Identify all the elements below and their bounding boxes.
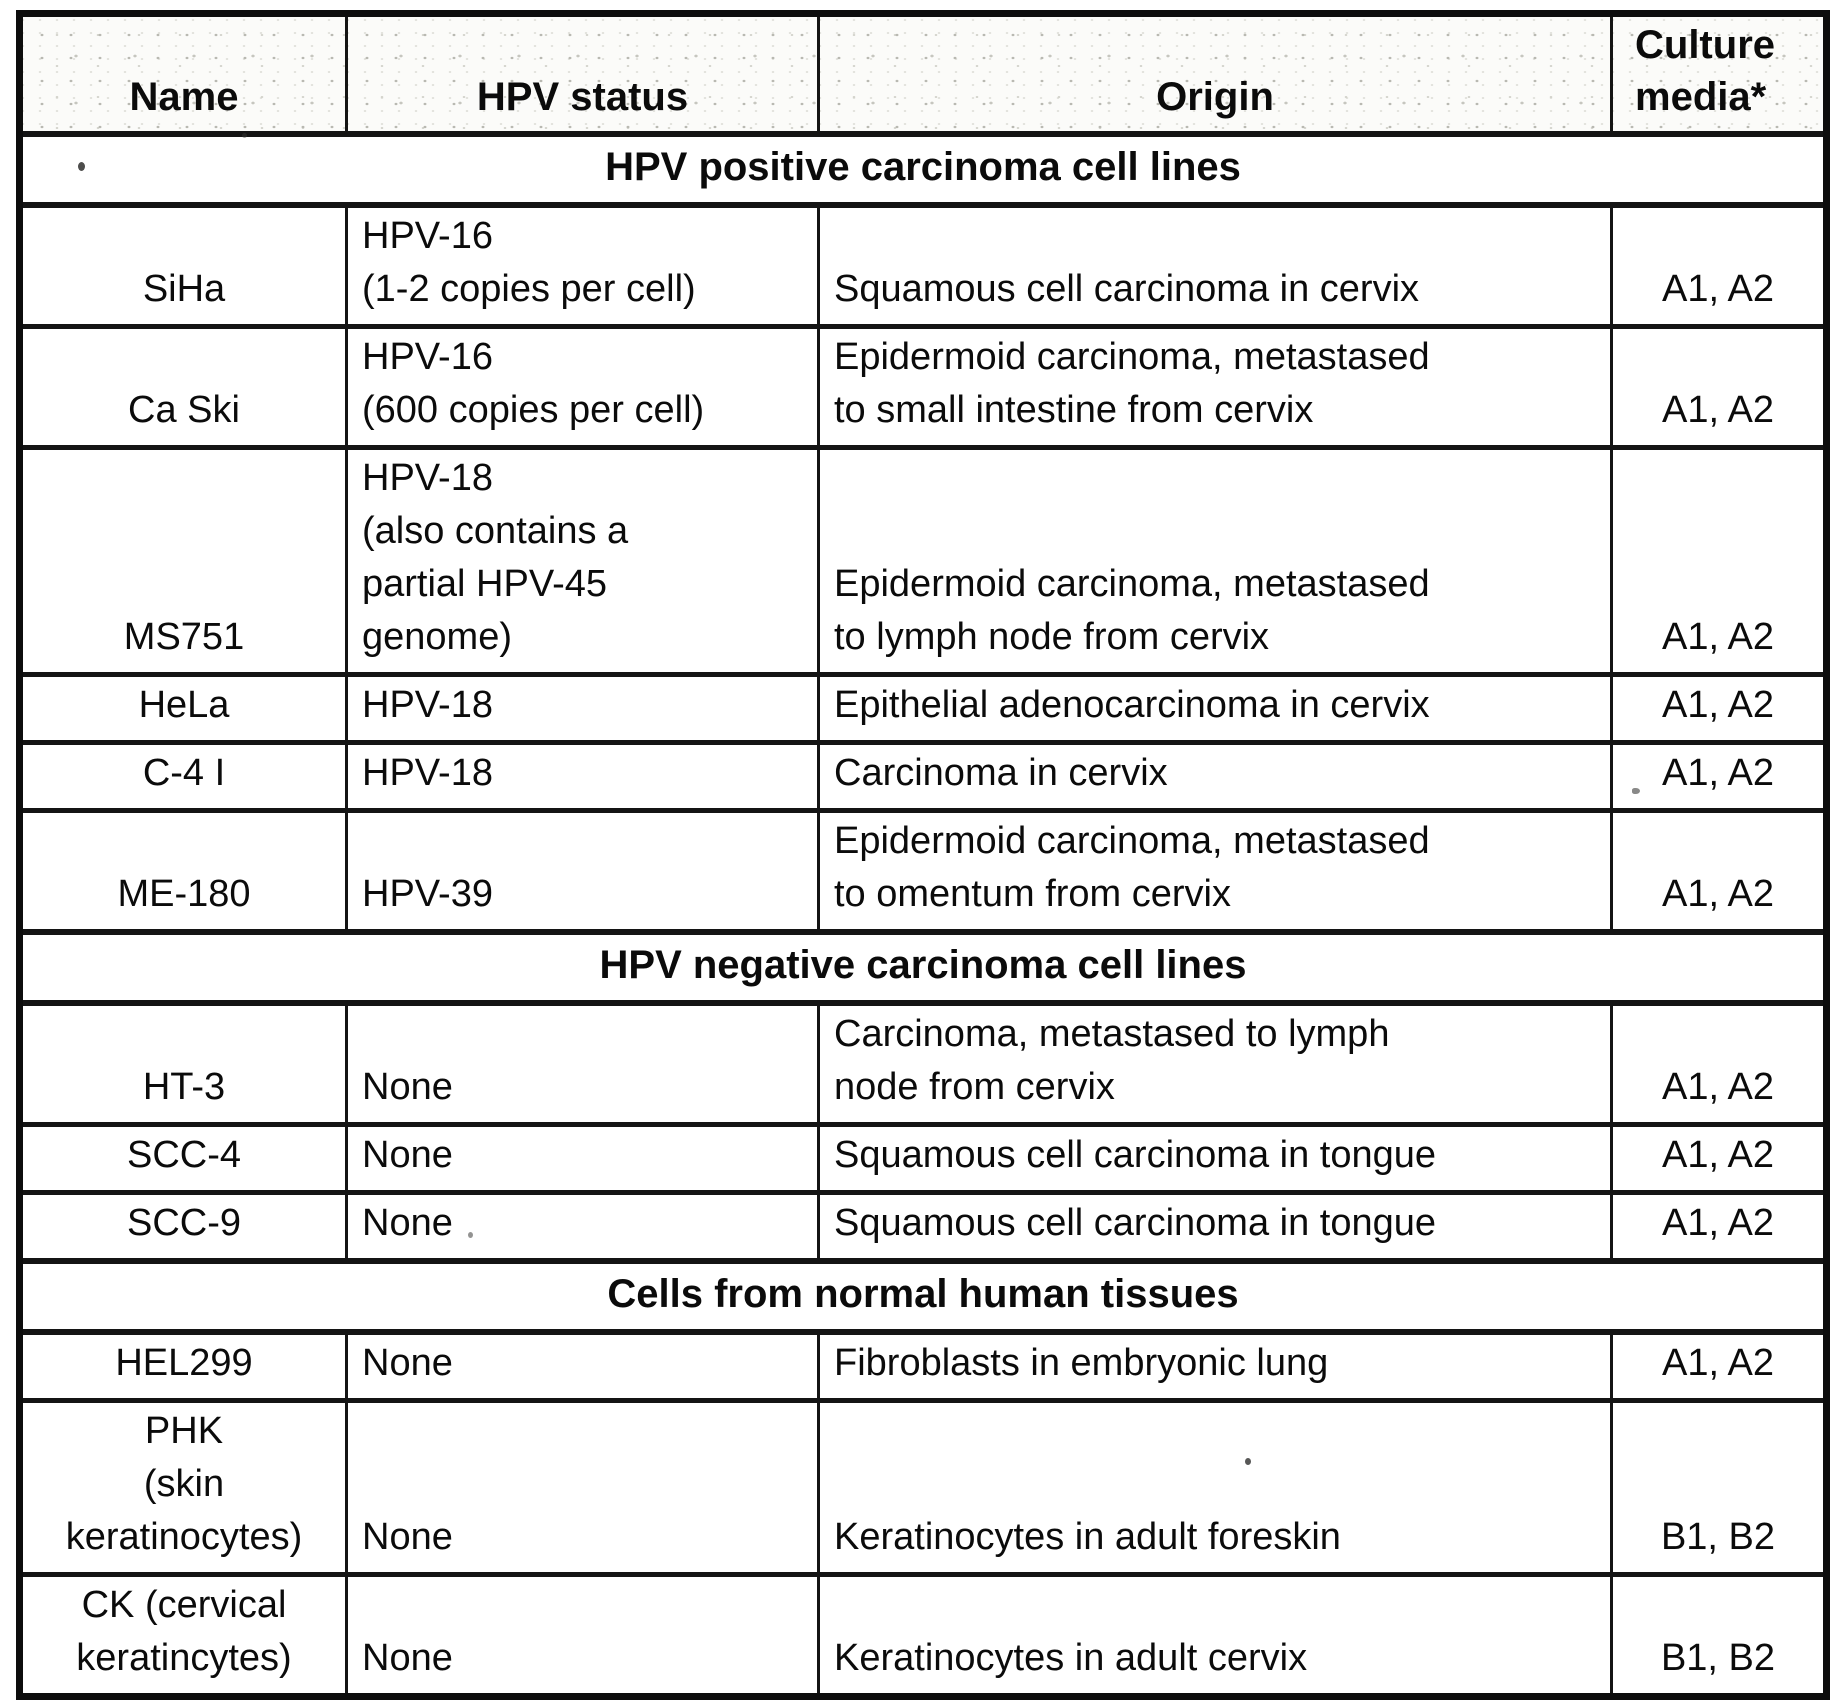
cell-origin: Carcinoma in cervix — [819, 743, 1612, 811]
cell-culture-media: A1, A2 — [1612, 1332, 1827, 1401]
cell-name: ME-180 — [20, 811, 347, 933]
scan-speck — [1245, 1458, 1251, 1465]
table-row — [20, 1332, 1827, 1401]
section-title: Cells from normal human tissues — [20, 1261, 1827, 1332]
cell-culture-media: A1, A2 — [1612, 811, 1827, 933]
cell-hpv-status: HPV-16 (600 copies per cell) — [347, 327, 819, 448]
cell-hpv-status: None — [347, 1401, 819, 1575]
table-row — [20, 327, 1827, 448]
cell-name: SCC-9 — [20, 1193, 347, 1262]
table-row — [20, 1003, 1827, 1125]
cell-name: HT-3 — [20, 1003, 347, 1125]
cell-culture-media: A1, A2 — [1612, 448, 1827, 675]
cell-culture-media: A1, A2 — [1612, 1193, 1827, 1262]
cell-origin: Epidermoid carcinoma, metastased to omentum from cervix — [819, 811, 1612, 933]
column-header-name: Name — [20, 14, 347, 135]
column-header-hpv-status: HPV status — [347, 14, 819, 135]
cell-hpv-status: HPV-16 (1-2 copies per cell) — [347, 205, 819, 327]
scan-speck — [78, 162, 85, 171]
cell-hpv-status: None — [347, 1332, 819, 1401]
scan-speck — [1632, 788, 1640, 794]
cell-lines-table — [16, 10, 1830, 1700]
cell-name: PHK (skin keratinocytes) — [20, 1401, 347, 1575]
table-row — [20, 811, 1827, 933]
cell-origin: Squamous cell carcinoma in cervix — [819, 205, 1612, 327]
cell-culture-media: A1, A2 — [1612, 327, 1827, 448]
cell-name: Ca Ski — [20, 327, 347, 448]
cell-origin: Carcinoma, metastased to lymph node from cervix — [819, 1003, 1612, 1125]
cell-name: C-4 I — [20, 743, 347, 811]
column-header-culture-media: Culture media* — [1612, 14, 1827, 135]
header-row — [20, 14, 1827, 135]
table-header — [20, 14, 1827, 135]
cell-origin: Epidermoid carcinoma, metastased to small intestine from cervix — [819, 327, 1612, 448]
section-title: HPV negative carcinoma cell lines — [20, 932, 1827, 1003]
section-header-row — [20, 134, 1827, 205]
cell-hpv-status: None — [347, 1003, 819, 1125]
scan-speck — [242, 133, 247, 138]
cell-hpv-status: HPV-18 — [347, 675, 819, 743]
section-header-row — [20, 932, 1827, 1003]
section-header-row — [20, 1261, 1827, 1332]
cell-culture-media: A1, A2 — [1612, 1003, 1827, 1125]
cell-name: HeLa — [20, 675, 347, 743]
cell-culture-media: A1, A2 — [1612, 205, 1827, 327]
table-row — [20, 1193, 1827, 1262]
cell-hpv-status: HPV-39 — [347, 811, 819, 933]
cell-culture-media: A1, A2 — [1612, 1125, 1827, 1193]
cell-name: CK (cervical keratincytes) — [20, 1575, 347, 1697]
scan-speck — [468, 1232, 473, 1238]
table-row — [20, 205, 1827, 327]
cell-name: SiHa — [20, 205, 347, 327]
table-row — [20, 675, 1827, 743]
cell-origin: Squamous cell carcinoma in tongue — [819, 1193, 1612, 1262]
cell-hpv-status: None — [347, 1125, 819, 1193]
cell-culture-media: B1, B2 — [1612, 1401, 1827, 1575]
cell-hpv-status: None — [347, 1193, 819, 1262]
cell-origin: Epithelial adenocarcinoma in cervix — [819, 675, 1612, 743]
table-row — [20, 1575, 1827, 1697]
cell-origin: Keratinocytes in adult foreskin — [819, 1401, 1612, 1575]
cell-hpv-status: None — [347, 1575, 819, 1697]
cell-name: MS751 — [20, 448, 347, 675]
column-header-origin: Origin — [819, 14, 1612, 135]
section-title: HPV positive carcinoma cell lines — [20, 134, 1827, 205]
cell-hpv-status: HPV-18 (also contains a partial HPV-45 genome) — [347, 448, 819, 675]
table-row — [20, 448, 1827, 675]
cell-hpv-status: HPV-18 — [347, 743, 819, 811]
table-row — [20, 1401, 1827, 1575]
cell-origin: Keratinocytes in adult cervix — [819, 1575, 1612, 1697]
cell-name: SCC-4 — [20, 1125, 347, 1193]
table-body — [20, 134, 1827, 1697]
cell-origin: Squamous cell carcinoma in tongue — [819, 1125, 1612, 1193]
cell-culture-media: A1, A2 — [1612, 675, 1827, 743]
table-row — [20, 1125, 1827, 1193]
cell-culture-media: B1, B2 — [1612, 1575, 1827, 1697]
cell-name: HEL299 — [20, 1332, 347, 1401]
cell-culture-media: A1, A2 — [1612, 743, 1827, 811]
table-row — [20, 743, 1827, 811]
cell-origin: Fibroblasts in embryonic lung — [819, 1332, 1612, 1401]
cell-origin: Epidermoid carcinoma, metastased to lymph node from cervix — [819, 448, 1612, 675]
